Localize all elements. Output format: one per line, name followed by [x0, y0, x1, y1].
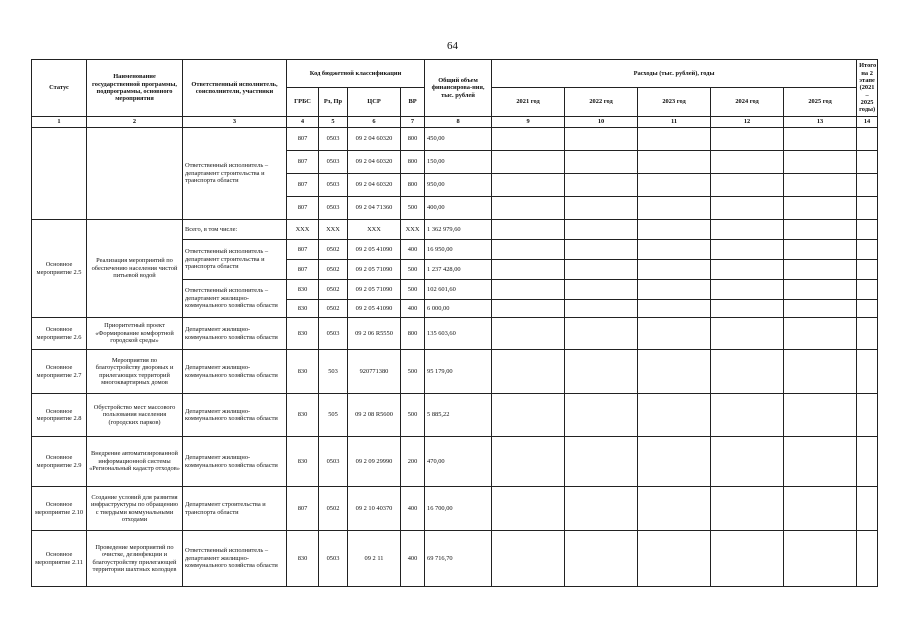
csr-cell: 09 2 04 60320 — [348, 151, 401, 174]
header-csr: ЦСР — [348, 88, 401, 117]
status-cell: Основное мероприятие 2.5 — [32, 220, 87, 318]
csr-cell: 09 2 04 60320 — [348, 174, 401, 197]
table-row — [32, 531, 878, 587]
status-cell: Основное мероприятие 2.6 — [32, 318, 87, 350]
responsible-cell: Департамент жилищно-коммунального хозяйства области — [183, 394, 287, 437]
status-cell: Основное мероприятие 2.7 — [32, 350, 87, 394]
grbs-cell: 830 — [287, 280, 319, 300]
responsible-cell: Ответственный исполнитель – департамент жилищно-коммунального хозяйства области — [183, 280, 287, 318]
responsible-cell: Ответственный исполнитель – департамент жилищно-коммунального хозяйства области — [183, 531, 287, 587]
vr-cell: 800 — [401, 174, 425, 197]
responsible-cell: Департамент жилищно-коммунального хозяйства области — [183, 318, 287, 350]
header-grbs: ГРБС — [287, 88, 319, 117]
responsible-cell: Всего, в том числе: — [183, 220, 287, 240]
rzpr-cell: 0502 — [319, 260, 348, 280]
vr-cell: 200 — [401, 437, 425, 487]
col-num: 6 — [348, 117, 401, 128]
header-vr: ВР — [401, 88, 425, 117]
vr-cell: 800 — [401, 128, 425, 151]
table-row — [32, 318, 878, 350]
header-total: Общий объем финансирова-ния, тыс. рублей — [425, 60, 492, 117]
grbs-cell: 807 — [287, 128, 319, 151]
csr-cell: 09 2 04 71360 — [348, 197, 401, 220]
csr-cell: 09 2 11 — [348, 531, 401, 587]
rzpr-cell: 0503 — [319, 437, 348, 487]
vr-cell: 400 — [401, 487, 425, 531]
table-row — [32, 394, 878, 437]
col-num: 1 — [32, 117, 87, 128]
header-2023: 2023 год — [638, 88, 711, 117]
header-2021: 2021 год — [492, 88, 565, 117]
grbs-cell: 807 — [287, 151, 319, 174]
status-cell: Основное мероприятие 2.10 — [32, 487, 87, 531]
grbs-cell: 807 — [287, 174, 319, 197]
responsible-cell: Департамент строительства и транспорта области — [183, 487, 287, 531]
status-cell — [32, 128, 87, 220]
rzpr-cell: 0503 — [319, 151, 348, 174]
col-num: 7 — [401, 117, 425, 128]
total-cell: 5 885,22 — [425, 394, 492, 437]
budget-table — [31, 59, 878, 587]
total-cell: 69 716,70 — [425, 531, 492, 587]
total-cell: 450,00 — [425, 128, 492, 151]
vr-cell: 400 — [401, 531, 425, 587]
total-cell: 400,00 — [425, 197, 492, 220]
total-cell: 470,00 — [425, 437, 492, 487]
name-cell: Реализация мероприятий по обеспечению населения чистой питьевой водой — [87, 220, 183, 318]
rzpr-cell: XXX — [319, 220, 348, 240]
csr-cell: XXX — [348, 220, 401, 240]
name-cell: Создание условий для развития инфраструктуры по обращению с твердыми коммунальными отходами — [87, 487, 183, 531]
col-num: 10 — [565, 117, 638, 128]
vr-cell: 500 — [401, 260, 425, 280]
vr-cell: 500 — [401, 394, 425, 437]
column-number-row — [32, 117, 878, 128]
total-cell: 16 950,00 — [425, 240, 492, 260]
header-2024: 2024 год — [711, 88, 784, 117]
table-row — [32, 487, 878, 531]
col-num: 9 — [492, 117, 565, 128]
total-cell: 102 601,60 — [425, 280, 492, 300]
grbs-cell: 830 — [287, 531, 319, 587]
header-expenses: Расходы (тыс. рублей), годы — [492, 60, 857, 88]
csr-cell: 09 2 10 40370 — [348, 487, 401, 531]
grbs-cell: 830 — [287, 350, 319, 394]
name-cell — [87, 128, 183, 220]
grbs-cell: 830 — [287, 394, 319, 437]
csr-cell: 09 2 05 71090 — [348, 260, 401, 280]
total-cell: 135 603,60 — [425, 318, 492, 350]
col-num: 14 — [857, 117, 878, 128]
total-cell: 1 362 979,60 — [425, 220, 492, 240]
vr-cell: 500 — [401, 350, 425, 394]
rzpr-cell: 0502 — [319, 487, 348, 531]
col-num: 12 — [711, 117, 784, 128]
total-cell: 950,00 — [425, 174, 492, 197]
col-num: 13 — [784, 117, 857, 128]
vr-cell: 400 — [401, 240, 425, 260]
rzpr-cell: 0503 — [319, 531, 348, 587]
header-rzpr: Рз, Пр — [319, 88, 348, 117]
grbs-cell: 830 — [287, 437, 319, 487]
grbs-cell: 807 — [287, 487, 319, 531]
header-status: Статус — [32, 60, 87, 117]
csr-cell: 09 2 09 29990 — [348, 437, 401, 487]
grbs-cell: 807 — [287, 260, 319, 280]
responsible-cell: Департамент жилищно-коммунального хозяйства области — [183, 437, 287, 487]
rzpr-cell: 0503 — [319, 197, 348, 220]
csr-cell: 09 2 06 R5550 — [348, 318, 401, 350]
header-responsible: Ответственный исполнитель, соисполнители, участники — [183, 60, 287, 117]
name-cell: Приоритетный проект «Формирование комфортной городской среды» — [87, 318, 183, 350]
table-row — [32, 350, 878, 394]
vr-cell: XXX — [401, 220, 425, 240]
grbs-cell: 830 — [287, 300, 319, 318]
total-cell: 6 000,00 — [425, 300, 492, 318]
name-cell: Мероприятия по благоустройству дворовых и прилегающих территорий многоквартирных домов — [87, 350, 183, 394]
csr-cell: 920771380 — [348, 350, 401, 394]
csr-cell: 09 2 05 41090 — [348, 300, 401, 318]
grbs-cell: 807 — [287, 240, 319, 260]
rzpr-cell: 0502 — [319, 280, 348, 300]
rzpr-cell: 505 — [319, 394, 348, 437]
name-cell: Внедрение автоматизированной информационной системы «Региональный кадастр отходов» — [87, 437, 183, 487]
name-cell: Обустройство мест массового пользования населения (городских парков) — [87, 394, 183, 437]
rzpr-cell: 0503 — [319, 318, 348, 350]
rzpr-cell: 503 — [319, 350, 348, 394]
responsible-cell: Ответственный исполнитель – департамент строительства и транспорта области — [183, 128, 287, 220]
csr-cell: 09 2 04 60320 — [348, 128, 401, 151]
rzpr-cell: 0502 — [319, 300, 348, 318]
header-2025: 2025 год — [784, 88, 857, 117]
grbs-cell: XXX — [287, 220, 319, 240]
rzpr-cell: 0503 — [319, 174, 348, 197]
total-cell: 1 237 428,00 — [425, 260, 492, 280]
total-cell: 150,00 — [425, 151, 492, 174]
col-num: 5 — [319, 117, 348, 128]
col-num: 4 — [287, 117, 319, 128]
vr-cell: 400 — [401, 300, 425, 318]
table-row — [32, 128, 878, 151]
responsible-cell: Ответственный исполнитель – департамент строительства и транспорта области — [183, 240, 287, 280]
status-cell: Основное мероприятие 2.9 — [32, 437, 87, 487]
name-cell: Проведение мероприятий по очистке, дезинфекции и благоустройству прилегающей территории шахтных колодцев — [87, 531, 183, 587]
page-number: 64 — [447, 40, 458, 52]
header-itogo: Итого на 2 этапе (2021 – 2025 годы) — [857, 60, 878, 117]
header-budget-code: Код бюджетной классификации — [287, 60, 425, 88]
total-cell: 95 179,00 — [425, 350, 492, 394]
col-num: 3 — [183, 117, 287, 128]
total-cell: 16 700,00 — [425, 487, 492, 531]
col-num: 2 — [87, 117, 183, 128]
table-row — [32, 437, 878, 487]
grbs-cell: 807 — [287, 197, 319, 220]
vr-cell: 500 — [401, 197, 425, 220]
vr-cell: 800 — [401, 318, 425, 350]
vr-cell: 800 — [401, 151, 425, 174]
rzpr-cell: 0503 — [319, 128, 348, 151]
status-cell: Основное мероприятие 2.8 — [32, 394, 87, 437]
csr-cell: 09 2 05 41090 — [348, 240, 401, 260]
status-cell: Основное мероприятие 2.11 — [32, 531, 87, 587]
header-name: Наименование государственной программы, подпрограммы, основного мероприятия — [87, 60, 183, 117]
table-row — [32, 220, 878, 240]
csr-cell: 09 2 08 R5600 — [348, 394, 401, 437]
rzpr-cell: 0502 — [319, 240, 348, 260]
col-num: 8 — [425, 117, 492, 128]
header-2022: 2022 год — [565, 88, 638, 117]
col-num: 11 — [638, 117, 711, 128]
csr-cell: 09 2 05 71090 — [348, 280, 401, 300]
grbs-cell: 830 — [287, 318, 319, 350]
vr-cell: 500 — [401, 280, 425, 300]
responsible-cell: Департамент жилищно-коммунального хозяйства области — [183, 350, 287, 394]
